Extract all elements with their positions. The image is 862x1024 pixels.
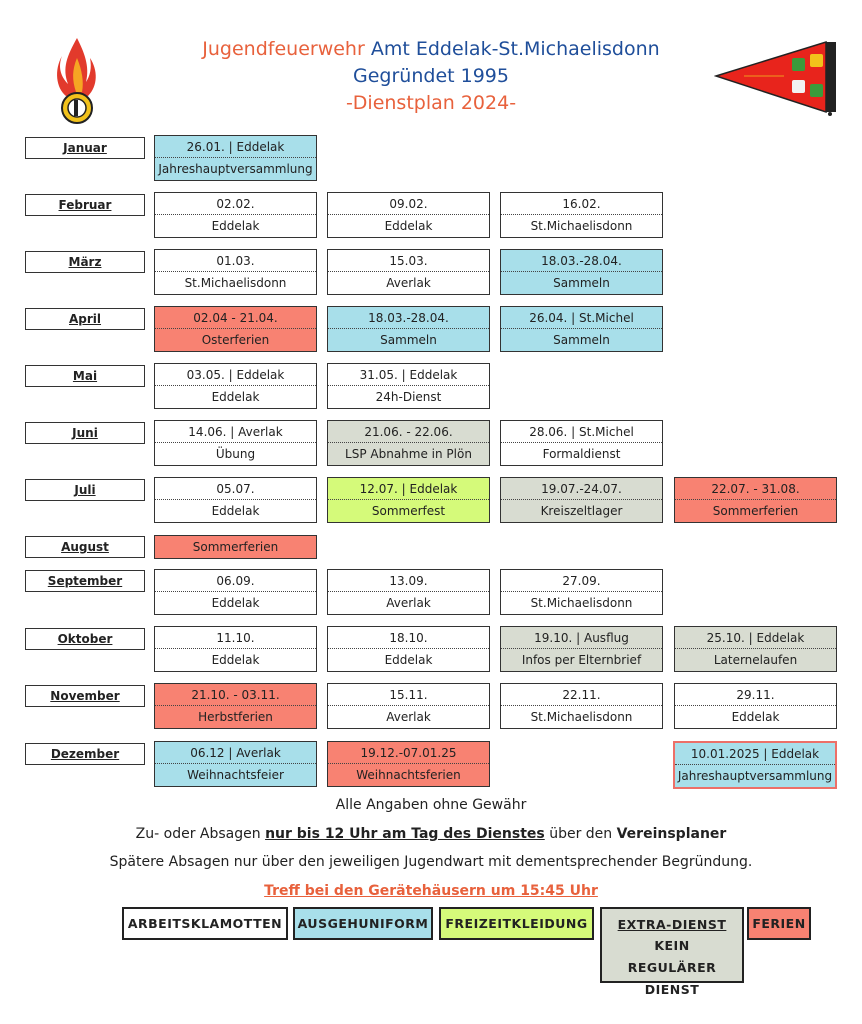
event-cell [500,420,663,466]
event-date: 16.02. [501,193,662,215]
event-date: 19.07.-24.07. [501,478,662,500]
legend-extra-duty [600,907,744,997]
rsvp-mid: über den [544,826,617,842]
event-date: 02.02. [155,193,316,215]
event-detail: Sammeln [380,333,437,347]
event-cell [674,477,837,523]
rsvp-note [0,826,862,842]
rsvp-deadline: nur bis 12 Uhr am Tag des Dienstes [265,826,545,842]
late-cancellation-note: Spätere Absagen nur über den jeweiligen Jugendwart mit dementsprechender Begründung. [109,854,753,870]
event-date: 10.01.2025 | Eddelak [675,743,835,765]
event-detail: Eddelak [211,219,260,233]
event-date: 26.01. | Eddelak [155,136,316,158]
event-date: 21.06. - 22.06. [328,421,489,443]
legend-holidays: FERIEN [747,907,811,940]
event-detail: Eddelak [384,219,433,233]
event-cell [327,741,490,787]
rsvp-pre: Zu- oder Absagen [135,826,266,842]
event-date: 19.12.-07.01.25 [328,742,489,764]
month-label-september: September [25,570,145,592]
title-region: Amt Eddelak-St.Michaelisdonn [370,38,660,60]
event-date: 27.09. [501,570,662,592]
event-date: 31.05. | Eddelak [328,364,489,386]
event-detail: Eddelak [211,596,260,610]
event-detail: St.Michaelisdonn [530,219,633,233]
event-date: 29.11. [675,684,836,706]
event-cell [154,535,317,559]
event-cell [154,135,317,181]
event-cell [154,306,317,352]
event-cell [500,626,663,672]
event-date: 25.10. | Eddelak [675,627,836,649]
event-detail: Sammeln [553,333,610,347]
event-date: 02.04 - 21.04. [155,307,316,329]
event-detail: St.Michaelisdonn [530,596,633,610]
event-cell [500,306,663,352]
event-cell [154,249,317,295]
month-label-april: April [25,308,145,330]
event-detail: Osterferien [201,333,270,347]
event-date: 09.02. [328,193,489,215]
event-date: 18.03.-28.04. [328,307,489,329]
event-detail: Eddelak [731,710,780,724]
month-label-mai: Mai [25,365,145,387]
event-cell [154,420,317,466]
disclaimer: Alle Angaben ohne Gewähr [335,797,527,813]
event-cell [327,420,490,466]
month-label-november: November [25,685,145,707]
event-cell [154,569,317,615]
event-detail: Infos per Elternbrief [521,653,642,667]
event-cell [327,249,490,295]
event-detail: Eddelak [211,390,260,404]
event-date: 19.10. | Ausflug [501,627,662,649]
event-date: 14.06. | Averlak [155,421,316,443]
month-label-februar: Februar [25,194,145,216]
event-cell [327,306,490,352]
event-date: 21.10. - 03.11. [155,684,316,706]
pennant-flag-icon [714,40,838,116]
event-cell [500,192,663,238]
plan-title: -Dienstplan 2024- [345,92,517,114]
event-date: 06.12 | Averlak [155,742,316,764]
event-detail: Sommerfest [371,504,446,518]
event-cell [500,477,663,523]
event-date: 01.03. [155,250,316,272]
event-date: 06.09. [155,570,316,592]
event-date: 03.05. | Eddelak [155,364,316,386]
event-cell [154,363,317,409]
event-detail: Averlak [386,596,431,610]
event-date: 05.07. [155,478,316,500]
event-detail: Jahreshauptversammlung [158,162,313,176]
event-cell [500,683,663,729]
event-cell [327,477,490,523]
event-detail: Übung [215,447,256,461]
month-label-juni: Juni [25,422,145,444]
event-date: 22.11. [501,684,662,706]
event-detail: Weihnachtsferien [356,768,461,782]
legend-dress-uniform: AUSGEHUNIFORM [293,907,433,940]
legend-extra-sub: KEIN REGULÄRER DIENST [627,938,717,997]
event-cell [327,569,490,615]
month-label-januar: Januar [25,137,145,159]
event-detail: Herbstferien [198,710,273,724]
event-date: 12.07. | Eddelak [328,478,489,500]
event-detail: LSP Abnahme in Plön [345,447,472,461]
meeting-point-note: Treff bei den Gerätehäusern um 15:45 Uhr [264,883,598,899]
event-detail: Eddelak [211,653,260,667]
event-date: 26.04. | St.Michel [501,307,662,329]
event-date: 15.03. [328,250,489,272]
month-label-oktober: Oktober [25,628,145,650]
event-cell [674,683,837,729]
month-label-maerz: März [25,251,145,273]
event-detail: Jahreshauptversammlung [677,769,833,783]
month-label-juli: Juli [25,479,145,501]
event-detail: Averlak [386,276,431,290]
event-detail: Eddelak [211,504,260,518]
event-cell [154,192,317,238]
event-cell-highlighted [673,741,837,789]
event-detail: Sommerferien [192,540,279,554]
legend-work-clothes: ARBEITSKLAMOTTEN [122,907,288,940]
event-cell [327,626,490,672]
event-detail: Sommerferien [712,504,799,518]
event-detail: Kreiszeltlager [540,504,623,518]
event-cell [327,363,490,409]
event-date: 18.10. [328,627,489,649]
event-detail: 24h-Dienst [375,390,442,404]
event-date: 11.10. [155,627,316,649]
event-date: 18.03.-28.04. [501,250,662,272]
event-cell [327,683,490,729]
event-detail: Formaldienst [542,447,621,461]
month-label-dezember: Dezember [25,743,145,765]
legend-extra-title: EXTRA-DIENST [617,917,727,932]
event-detail: St.Michaelisdonn [184,276,287,290]
event-cell [154,477,317,523]
founded-line: Gegründet 1995 [353,65,509,87]
event-cell [154,741,317,787]
event-detail: St.Michaelisdonn [530,710,633,724]
event-cell [327,192,490,238]
event-date: 28.06. | St.Michel [501,421,662,443]
month-label-august: August [25,536,145,558]
event-cell [500,569,663,615]
event-detail: Sammeln [553,276,610,290]
event-detail: Eddelak [384,653,433,667]
legend-casual-clothes: FREIZEITKLEIDUNG [439,907,594,940]
title-org: Jugendfeuerwehr [202,38,365,60]
event-date: 22.07. - 31.08. [675,478,836,500]
event-detail: Weihnachtsfeier [187,768,284,782]
event-detail: Averlak [386,710,431,724]
rsvp-planner: Vereinsplaner [616,826,727,842]
event-cell [154,626,317,672]
event-cell [154,683,317,729]
event-detail: Laternelaufen [713,653,798,667]
event-date: 13.09. [328,570,489,592]
event-date: 15.11. [328,684,489,706]
event-cell [674,626,837,672]
event-cell [500,249,663,295]
